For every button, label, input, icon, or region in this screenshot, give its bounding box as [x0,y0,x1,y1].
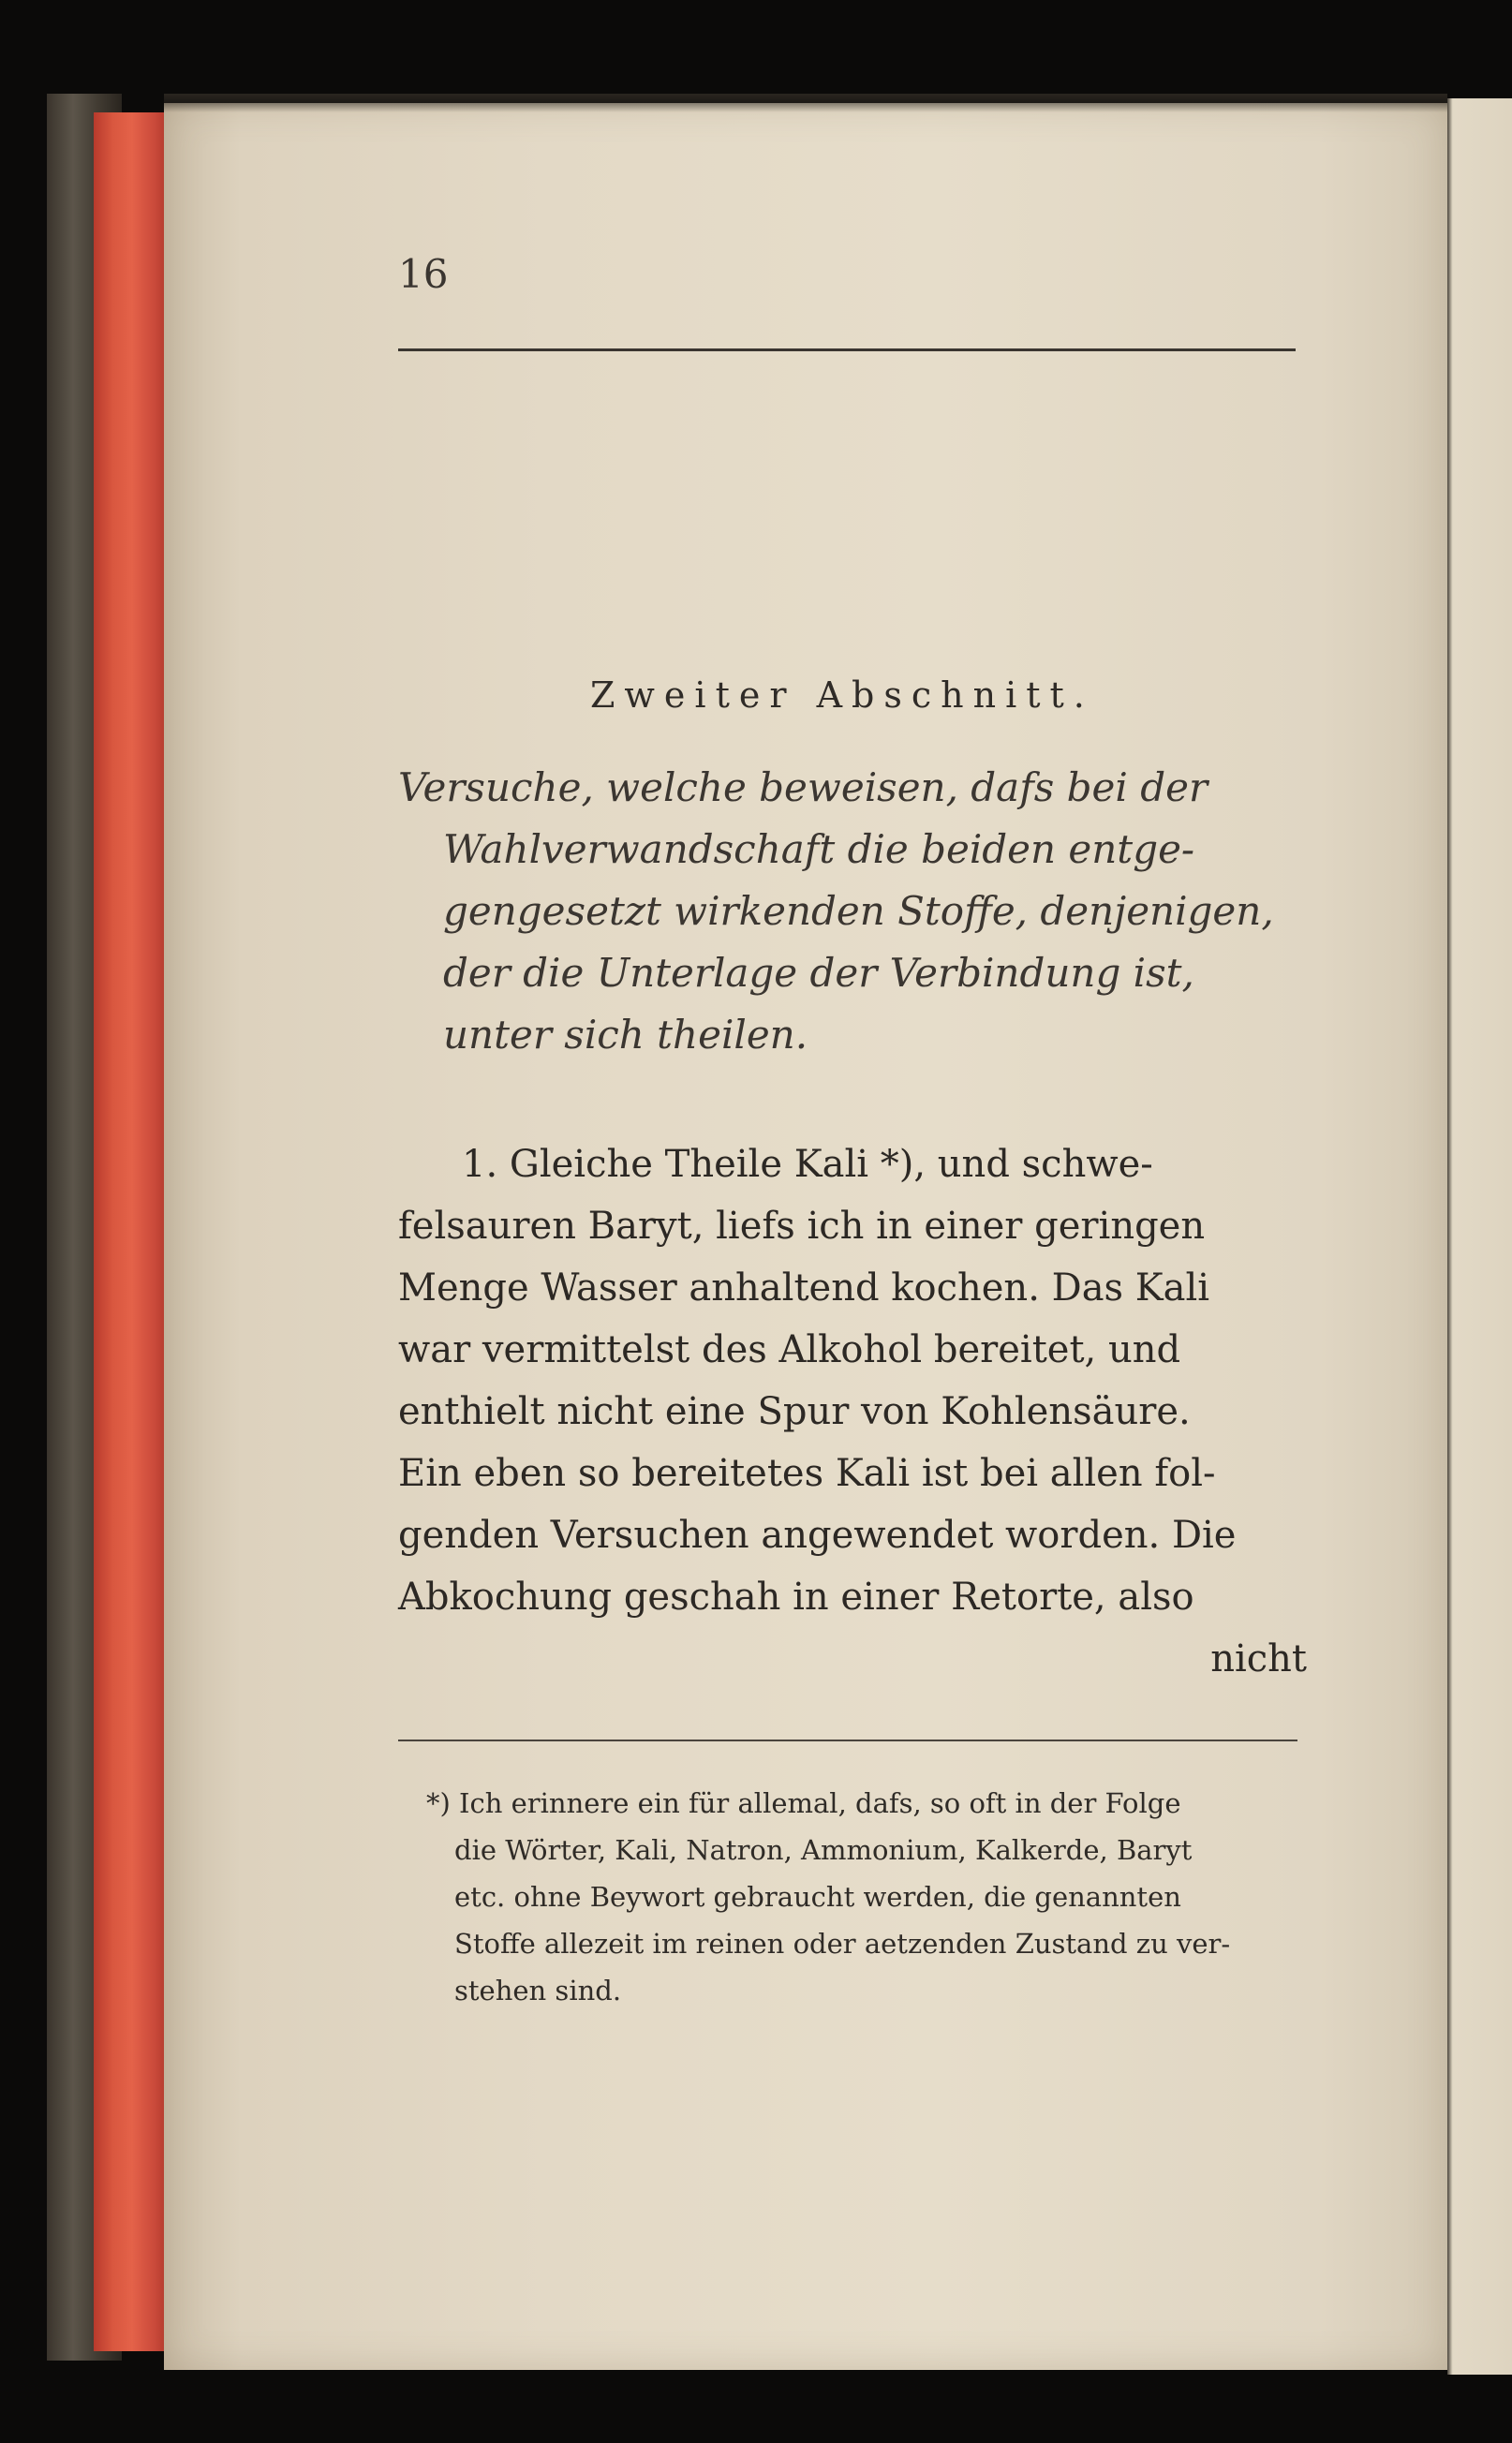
body-line: genden Versuchen angewendet worden. Die [398,1514,1237,1557]
body-line: war vermittelst des Alkohol bereitet, und [398,1328,1181,1371]
footnote [426,1780,1307,2014]
summary-line: der die Unterlage der Verbindung ist, [443,950,1194,996]
summary-line: gengesetzt wirkenden Stoffe, denjenigen, [443,888,1274,934]
body-line: felsauren Baryt, liefs ich in einer geringen [398,1205,1206,1248]
summary-line: unter sich theilen. [443,1012,808,1058]
section-title: Zweiter Abschnitt. [590,674,1094,716]
catchword: nicht [1210,1637,1307,1680]
summary-line: Wahlverwandschaft die beiden entge- [443,826,1195,872]
page-number: 16 [398,251,449,297]
body-line: Menge Wasser anhaltend kochen. Das Kali [398,1266,1210,1310]
footnote-line: *) Ich erinnere ein für allemal, dafs, so oft in der Folge [426,1787,1181,1819]
body-line: Ein eben so bereitetes Kali ist bei allen fol- [398,1452,1216,1495]
body-paragraph [398,1133,1307,1690]
body-line: 1. Gleiche Theile Kali *), und schwe- [462,1143,1153,1186]
footnote-line: etc. ohne Beywort gebraucht werden, die genannten [454,1881,1181,1913]
section-summary [398,757,1297,1066]
body-line: Abkochung geschah in einer Retorte, also [398,1576,1194,1619]
footnote-rule [398,1740,1297,1741]
body-line: enthielt nicht eine Spur von Kohlensäure. [398,1390,1191,1433]
summary-line: Versuche, welche beweisen, dafs bei der [398,764,1208,810]
header-rule [398,348,1296,351]
footnote-line: die Wörter, Kali, Natron, Ammonium, Kalkerde, Baryt [454,1834,1193,1866]
footnote-line: stehen sind. [454,1975,622,2006]
footnote-line: Stoffe allezeit im reinen oder aetzenden Zustand zu ver- [454,1928,1231,1960]
